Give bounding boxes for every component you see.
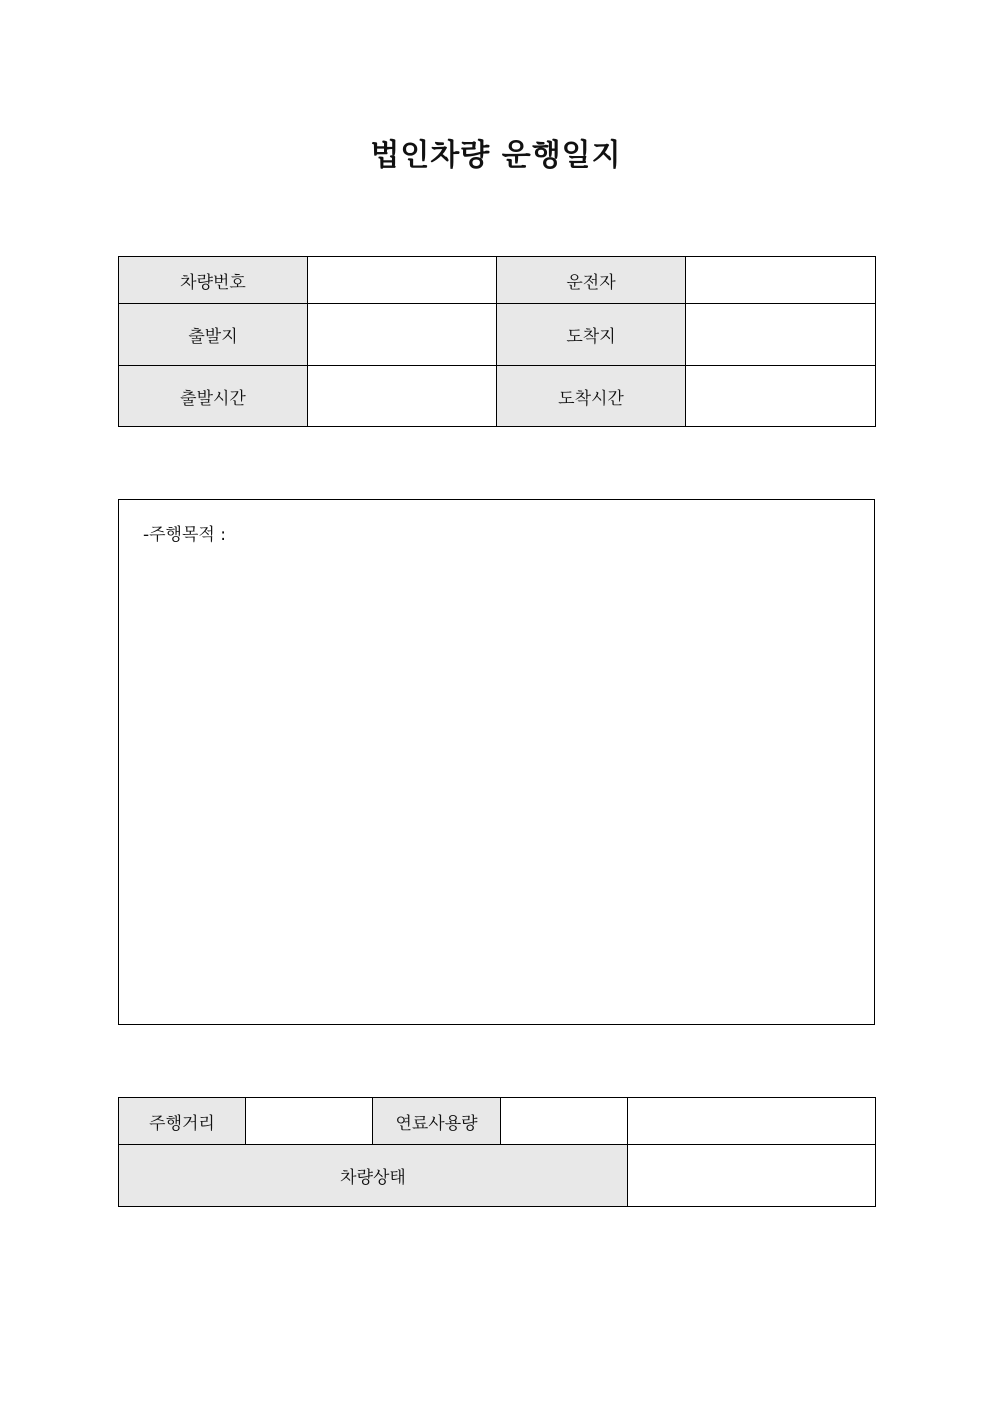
arrival-time-label: 도착시간 bbox=[497, 366, 686, 427]
driving-summary-table bbox=[118, 1097, 876, 1207]
departure-time-field[interactable] bbox=[308, 366, 497, 427]
arrival-time-field[interactable] bbox=[686, 366, 876, 427]
vehicle-number-field[interactable] bbox=[308, 257, 497, 304]
vehicle-condition-label: 차량상태 bbox=[119, 1145, 628, 1207]
driver-field[interactable] bbox=[686, 257, 876, 304]
departure-place-field[interactable] bbox=[308, 304, 497, 366]
arrival-place-label: 도착지 bbox=[497, 304, 686, 366]
arrival-place-field[interactable] bbox=[686, 304, 876, 366]
fuel-usage-label: 연료사용량 bbox=[373, 1098, 501, 1145]
table-row bbox=[119, 304, 876, 366]
distance-field[interactable] bbox=[246, 1098, 373, 1145]
table-row bbox=[119, 1098, 876, 1145]
driving-purpose-label: -주행목적 : bbox=[143, 525, 226, 545]
departure-time-label: 출발시간 bbox=[119, 366, 308, 427]
vehicle-number-label: 차량번호 bbox=[119, 257, 308, 304]
vehicle-info-table bbox=[118, 256, 876, 427]
driving-purpose-box[interactable] bbox=[118, 499, 875, 1025]
vehicle-condition-field[interactable] bbox=[628, 1145, 876, 1207]
distance-label: 주행거리 bbox=[119, 1098, 246, 1145]
table-row bbox=[119, 257, 876, 304]
departure-place-label: 출발지 bbox=[119, 304, 308, 366]
driver-label: 운전자 bbox=[497, 257, 686, 304]
document-title: 법인차량 운행일지 bbox=[370, 138, 622, 173]
table-row bbox=[119, 1145, 876, 1207]
table-row bbox=[119, 366, 876, 427]
extra-field[interactable] bbox=[628, 1098, 876, 1145]
fuel-usage-field[interactable] bbox=[501, 1098, 628, 1145]
